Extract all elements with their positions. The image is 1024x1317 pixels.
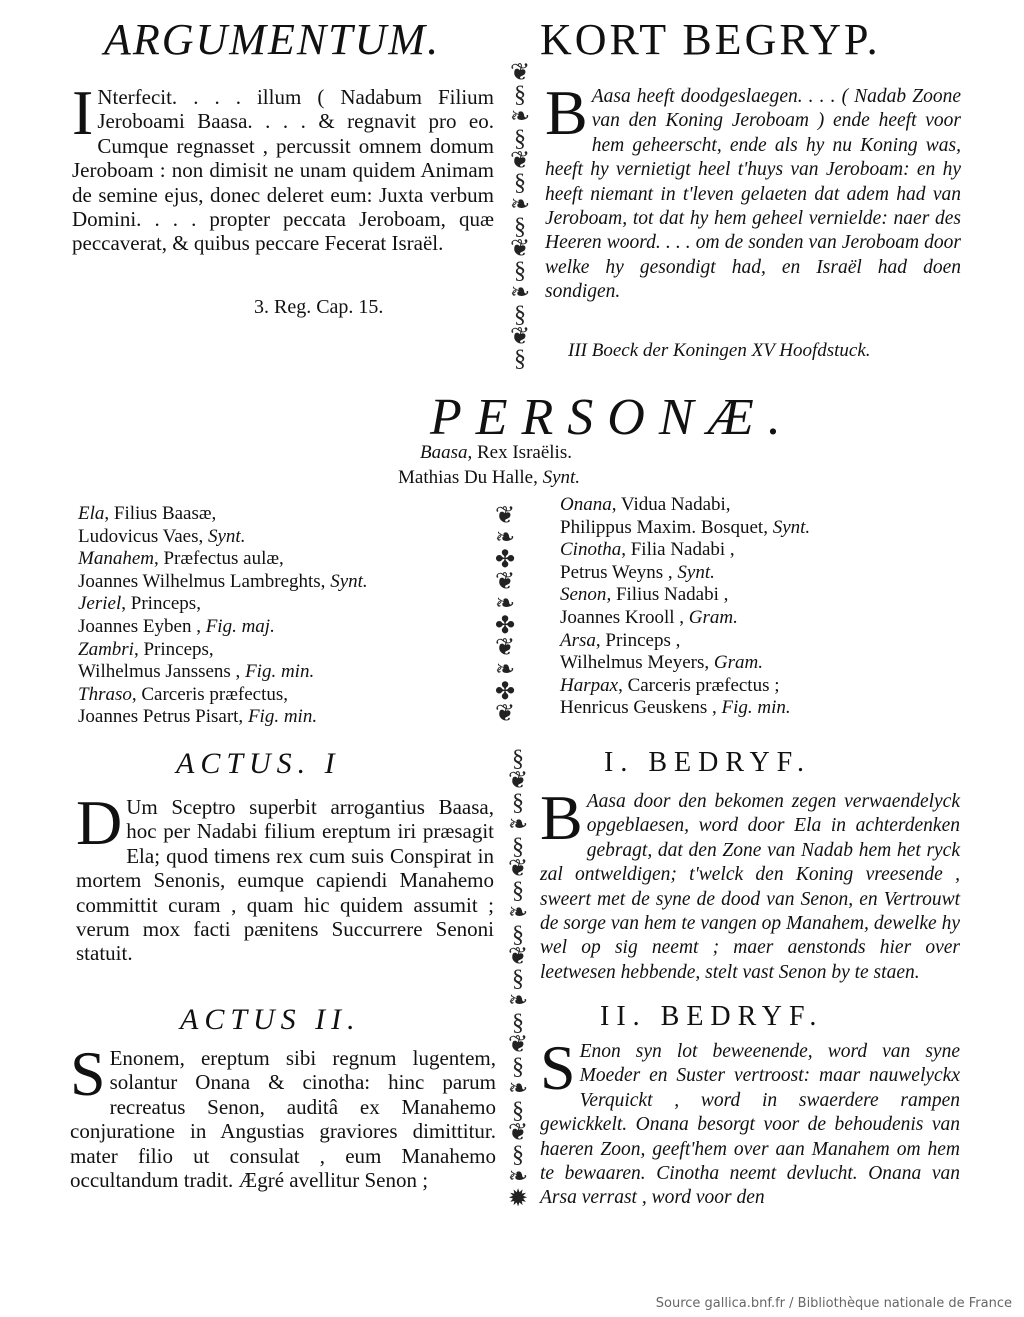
- cast-row: Wilhelmus Meyers, Gram.: [560, 652, 763, 674]
- vine-ornament-icon: § ❦ § ❧ § ❦ § ❧ § ❦ § ❧ § ❦ § ❧ § ❦ § ❧ ✹: [507, 746, 529, 1212]
- king-desc: , Rex Israëlis.: [467, 442, 572, 463]
- cast-row: Jeriel, Princeps,: [78, 593, 201, 615]
- personae-title: PERSONÆ.: [430, 389, 795, 446]
- argumentum-dropcap: I: [72, 77, 94, 148]
- kort-begryp-title: KORT BEGRYP.: [540, 15, 881, 64]
- actus-1-dropcap: D: [76, 787, 123, 858]
- kort-begryp-text: [545, 77, 961, 305]
- bedryf-1-dropcap: B: [540, 782, 583, 853]
- actus-1-text: [76, 787, 494, 966]
- cast-row: Joannes Krooll , Gram.: [560, 606, 738, 628]
- actus-2-text: [70, 1038, 496, 1193]
- cast-row: Joannes Eyben , Fig. maj.: [78, 615, 275, 637]
- king-actor-abbr: Synt.: [542, 467, 581, 488]
- actus-1-body: Um Sceptro superbit arrogantius Baasa, hoc per Nadabi filium ereptum iri præsagit Ela; quod timens rex cum suis Conspirat in mortem Senonis, eumque capiendi Manahemo committit curam , quam hic quidem assumit ; verum mox facti pænitens Succurrere Senoni statuit.: [76, 795, 494, 966]
- cast-row: Manahem, Præfectus aulæ,: [78, 548, 284, 570]
- bedryf-1-text: [540, 782, 960, 985]
- bedryf-2-body: Enon syn lot beweenende, word van syne Moeder en Suster vertroost: maar nauwelyckx Verquickt , word in swaerdere rampen gewickkelt. Onana besorgt voor de behoudenis van haeren Zoon, geeft'hem over aan Manahem om hem te bewaaren. Cinotha neemt devlucht. Onana van Arsa verrast , word voor den: [540, 1041, 960, 1209]
- argumentum-text: [72, 77, 494, 256]
- cast-list-right: [560, 494, 810, 720]
- cast-row: Joannes Petrus Pisart, Fig. min.: [78, 706, 318, 728]
- cast-row: Henricus Geuskens , Fig. min.: [560, 697, 791, 719]
- cast-row: Arsa, Princeps ,: [560, 629, 681, 651]
- leaf-ornament-icon: ❦ ❧ ✤ ❦ ❧ ✤ ❦ ❧ ✤ ❦: [494, 503, 516, 727]
- bedryf-2-title: II. BEDRYF.: [600, 1001, 824, 1032]
- actus-2-title: ACTUS II.: [180, 1003, 361, 1036]
- cast-row: Joannes Wilhelmus Lambreghts, Synt.: [78, 570, 368, 592]
- cast-row: Ela, Filius Baasæ,: [78, 503, 217, 524]
- actus-2-body: Enonem, ereptum sibi regnum lugentem, solantur Onana & cinotha: hinc parum recreatus Senon, auditâ ex Manahemo conjuratione in Angustias graviores dimittitur. mater filio ut consulat , eum Manahemo occultandum tradit. Ægré avellitur Senon ;: [70, 1046, 496, 1193]
- personae-king: [420, 442, 572, 464]
- bedryf-1-body: Aasa door den bekomen zegen verwaendelyck opgeblaesen, word door Ela in achterdenken gebragt, dat den Zone van Nadab hem het ryck zal ontweldigen; t'welck den Koning vreesende , sweert met de syne de dood van Senon, en Vertrouwt de sorge van hem te vangen op Manahem, dewelke hy wel op sig neemt ; maer aenstonds hier over leetwesen hebbende, stelt vast Senon by te staen.: [540, 791, 960, 983]
- actus-1-title: ACTUS. I: [176, 747, 341, 780]
- argumentum-body: Nterfecit. . . . illum ( Nadabum Filium Jeroboami Baasa. . . . & regnavit pro eo. Cumque regnasset , percussit omnem domum Jeroboam : non dimisit ne unam quidem Animam de semine ejus, donec deleret eum: Juxta verbum Domini. . . . propter peccata Jeroboam, quæ peccaverat, & quibus peccare Fecerat Israël.: [72, 85, 494, 256]
- cast-row: Harpax, Carceris præfectus ;: [560, 674, 780, 696]
- kort-begryp-body: Aasa heeft doodgeslaegen. . . . ( Nadab Zoone van den Koning Jeroboam ) ende heeft voor hem geheerscht, ende als hy nu Koning was, heeft hy vernietigt heel t'huys van Jeroboam: en hy heeft niemant in t'leven gelaeten dat adem had van Jeroboam, tot dat hy hem geheel vernielde: naer des Heeren woord. . . . om de sonden van Jeroboam door welke hy gesondigt had, en Israël had doen sondigen.: [545, 86, 961, 303]
- argumentum-reference: 3. Reg. Cap. 15.: [254, 296, 384, 318]
- vine-ornament-icon: ❦ § ❧ § ❦ § ❧ § ❦ § ❧ § ❦ §: [509, 60, 531, 372]
- bedryf-1-title: I. BEDRYF.: [604, 747, 812, 778]
- argumentum-title: ARGUMENTUM.: [104, 15, 441, 64]
- cast-row: Philippus Maxim. Bosquet, Synt.: [560, 516, 811, 538]
- cast-row: Petrus Weyns , Synt.: [560, 561, 715, 583]
- bedryf-2-text: [540, 1032, 960, 1211]
- king-role: Baasa: [420, 442, 468, 463]
- king-actor-name: Mathias Du Halle,: [398, 467, 543, 488]
- cast-row: Wilhelmus Janssens , Fig. min.: [78, 661, 315, 683]
- kort-begryp-dropcap: B: [545, 77, 588, 148]
- cast-list-left: [78, 503, 368, 729]
- source-credit: Source gallica.bnf.fr / Bibliothèque nationale de France: [655, 1296, 1012, 1311]
- kort-begryp-reference: III Boeck der Koningen XV Hoofdstuck.: [568, 340, 871, 361]
- cast-row: Senon, Filius Nadabi ,: [560, 584, 729, 606]
- cast-row: Ludovicus Vaes, Synt.: [78, 525, 246, 547]
- actus-2-dropcap: S: [70, 1038, 106, 1109]
- cast-row: Onana, Vidua Nadabi,: [560, 494, 731, 515]
- cast-row: Zambri, Princeps,: [78, 638, 214, 660]
- bedryf-2-dropcap: S: [540, 1032, 576, 1103]
- cast-row: Cinotha, Filia Nadabi ,: [560, 539, 735, 561]
- cast-row: Thraso, Carceris præfectus,: [78, 683, 289, 705]
- personae-king-actor: [398, 467, 580, 489]
